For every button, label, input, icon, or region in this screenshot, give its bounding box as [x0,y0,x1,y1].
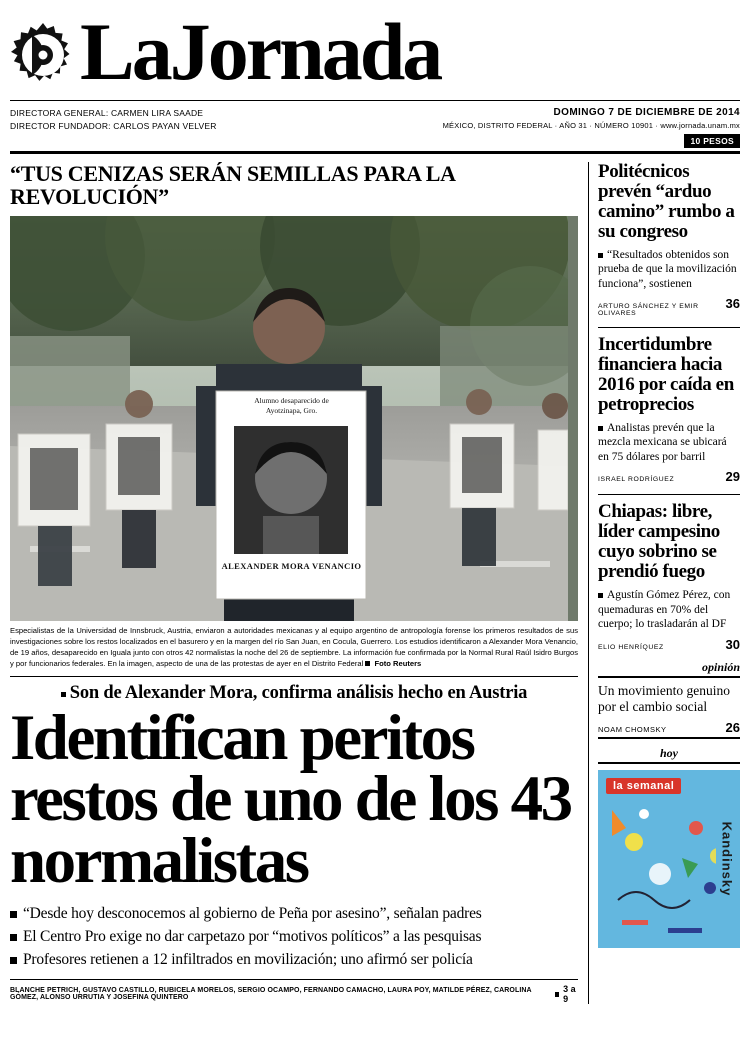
sidebar-subhead-text: Agustín Gómez Pérez, con quemaduras en 70% del cuerpo; lo trasladarán al DF [598,589,731,631]
subhead-rule [10,676,578,677]
sidebar-subhead-text: Analistas prevén que la mezcla mexicana se ubicará en 75 dólares por barril [598,421,727,463]
sidebar-headline: Chiapas: libre, líder campesino cuyo sobrino se prendió fuego [598,501,720,583]
hoy-spine-text: Kandinsky [719,821,735,896]
hoy-logo: la semanal [606,778,681,794]
masthead [10,0,740,98]
poster-sign-line1: Alumno desaparecido de [254,396,329,406]
sidebar-credit-row [598,637,740,652]
section-tag-opinion: opinión [598,660,740,678]
main-column [10,162,588,1004]
poster-sign-line2: Ayotzinapa, Gro. [265,405,318,415]
bullet-square-icon [555,992,559,997]
sidebar-subhead [598,248,740,291]
main-headline: Identifican peritos restos de uno de los 43 normalistas [10,702,571,897]
masthead-issue-info [443,107,740,148]
bullet-square-icon [10,957,17,964]
lead-photo [10,216,578,621]
photo-caption-text: Especialistas de la Universidad de Innsbruck, Austria, enviaron a autoridades mexicanas y al equipo argentino de antropología forense los primeros resultados de sus investigaciones sobre los restos localizados en el basurero y en la margen del río San Juan, en Cocula, Guerrero. Los estudios identificaron a Alexander Mora Venancio, de 19 años, desaparecido en Iguala junto con otros 42 normalistas la noche del 26 de septiembre. La información fue confirmada por la Normal Rural Raúl Isidro Burgos y por funcionarios federales. En la imagen, aspecto de una de las protestas de ayer en el Distrito Federal [10,626,578,668]
page-body [10,162,740,1004]
list-item [10,925,578,948]
sidebar-headline: Politécnicos prevén “arduo camino” rumbo a su congreso [598,161,735,242]
masthead-rule-thin [10,100,740,101]
price-badge: 10 PESOS [684,134,740,148]
sidebar-divider [598,494,740,495]
sidebar-credit-row [598,296,740,317]
masthead-directors [10,107,217,133]
gear-icon [10,22,76,88]
sidebar-divider [598,737,740,739]
opinion-page: 26 [725,719,740,735]
sidebar-headline: Incertidumbre financiera hacia 2016 por caída en petroprecios [598,334,734,416]
bullet-square-icon [61,692,66,697]
sidebar-page: 30 [725,636,740,652]
bullet-text: “Desde hoy desconocemos al gobierno de Peña por asesino”, señalan padres [23,904,482,922]
photo-caption [10,626,578,669]
page-reference [555,984,578,1004]
masthead-credits [10,107,740,148]
hoy-spine [716,770,738,948]
section-tag-hoy: hoy [598,746,740,764]
bullet-square-icon [598,253,603,258]
sidebar-subhead-text: “Resultados obtenidos son prueba de que la movilización funciona”, sostienen [598,248,737,290]
story-byline: BLANCHE PETRICH, GUSTAVO CASTILLO, RUBICELA MORELOS, SERGIO OCAMPO, FERNANDO CAMACHO, LAURA POY, MATILDE PÉREZ, CAROLINA GÓMEZ, ALONSO URRUTIA Y JOSEFINA QUINTERO [10,987,532,1002]
poster-sign-text [242,396,341,415]
sidebar-page: 29 [725,469,740,485]
bullet-square-icon [10,911,17,918]
issue-place-line: MÉXICO, DISTRITO FEDERAL · AÑO 31 · NÚMERO 10901 · www.jornada.unam.mx [442,121,740,130]
opinion-text: Un movimiento genuino por el cambio social [598,682,730,715]
sidebar-story-politecnicos[interactable] [598,162,740,325]
bullet-square-icon [10,934,17,941]
sidebar-story-petroprecios[interactable] [598,335,740,492]
headline-bullets [10,902,578,972]
opinion-credit-row [598,720,740,735]
sidebar-story-chiapas[interactable] [598,502,740,659]
sidebar-page: 36 [725,296,740,312]
poster-name: ALEXANDER MORA VENANCIO [221,561,362,572]
opinion-author: NOAM CHOMSKY [598,724,667,734]
sidebar-author: ISRAEL RODRÍGUEZ [598,476,675,484]
photo-credit: Foto Reuters [374,658,422,668]
newspaper-logo: LaJornada [80,6,441,98]
list-item [10,902,578,925]
issue-date: DOMINGO 7 DE DICIEMBRE DE 2014 [553,107,740,118]
story-subhead-text: Son de Alexander Mora, confirma análisis hecho en Austria [69,683,528,704]
bullet-square-icon [598,593,603,598]
sidebar-column [588,162,740,1004]
price-row [443,134,740,148]
sidebar-subhead [598,421,740,464]
sidebar-author: ARTURO SÁNCHEZ Y EMIR OLIVARES [598,303,699,318]
byline-row [10,979,578,1004]
hoy-supplement-cover[interactable] [598,770,740,948]
story-subhead [10,683,578,704]
bullet-text: Profesores retienen a 12 infiltrados en movilización; uno afirmó ser policía [23,951,473,969]
page-reference-text: 3 a 9 [563,984,576,1005]
kicker-quote: “TUS CENIZAS SERÁN SEMILLAS PARA LA REVOLUCIÓN” [10,161,455,210]
sidebar-divider [598,327,740,328]
bullet-square-icon [365,661,370,666]
list-item [10,948,578,971]
sidebar-subhead [598,588,740,631]
director-founder: DIRECTOR FUNDADOR: CARLOS PAYAN VELVER [10,120,217,131]
bullet-text: El Centro Pro exige no dar carpetazo por “motivos políticos” a las pesquisas [23,927,482,945]
bullet-square-icon [598,426,603,431]
director-general: DIRECTORA GENERAL: CARMEN LIRA SAADE [10,108,204,118]
masthead-rule-thick [10,151,740,154]
sidebar-credit-row [598,469,740,484]
sidebar-author: ELIO HENRÍQUEZ [598,643,664,651]
